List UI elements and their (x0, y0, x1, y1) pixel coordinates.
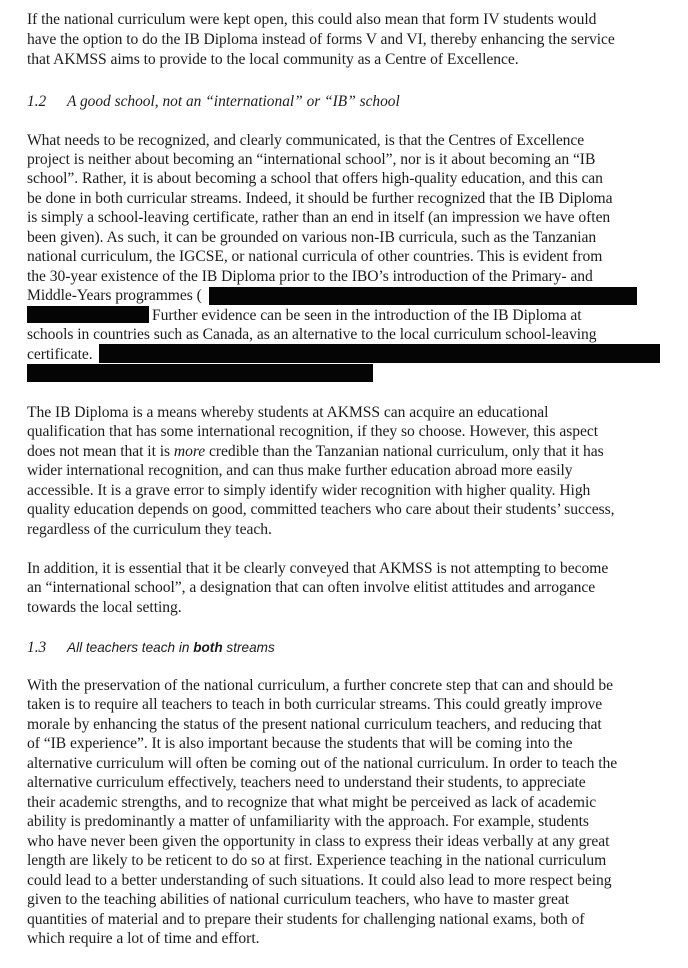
text-line: been given). As such, it can be grounded on various non-IB curricula, such as the Tanzanian (27, 229, 597, 246)
section-number: 1.2 (27, 93, 47, 110)
text-line: If the national curriculum were kept open, this could also mean that form IV students would (27, 11, 597, 28)
text-line: With the preservation of the national curriculum, a further concrete step that can and should be (27, 677, 614, 694)
text-line: is simply a school-leaving certificate, rather than an end in itself (an impression we have often (27, 209, 611, 226)
text-line: ability is predominantly a matter of unfamiliarity with the approach. For example, students (27, 813, 589, 830)
text-line: the 30-year existence of the IB Diploma prior to the IBO’s introduction of the Primary- and (27, 268, 593, 285)
text-line: project is neither about becoming an “international school”, nor is it about becoming an “IB (27, 151, 596, 168)
text-line: alternative curriculum effectively, teachers need to understand their students, to appreciate (27, 774, 586, 791)
text-line: schools in countries such as Canada, as an alternative to the local curriculum school-leaving (27, 326, 597, 343)
text-line: their academic strengths, and to recognize that what might be perceived as lack of academic (27, 794, 597, 811)
text-line: quality education depends on good, committed teachers who care about their students’ success, (27, 501, 615, 518)
section-title-bold: both (193, 640, 223, 655)
text-line: quantities of material and to prepare their students for challenging national exams, both of (27, 911, 585, 928)
text-line: The IB Diploma is a means whereby students at AKMSS can acquire an educational (27, 404, 549, 421)
text-line: morale by enhancing the status of the present national curriculum teachers, and reducing that (27, 716, 602, 733)
text-line: school”. Rather, it is about becoming a school that offers high-quality education, and this can (27, 170, 603, 187)
text-line: have the option to do the IB Diploma instead of forms V and VI, thereby enhancing the service (27, 31, 615, 48)
redaction-block (27, 306, 149, 323)
text-line: be done in both curricular streams. Indeed, it should be further recognized that the IB Diploma (27, 190, 613, 207)
text-line: Middle-Years programmes ( (27, 287, 202, 304)
text-line: an “international school”, a designation that can often involve elitist attitudes and arrogance (27, 579, 596, 596)
section-number: 1.3 (27, 639, 47, 656)
text-span: does not mean that it is (27, 443, 174, 460)
text-line: taken is to require all teachers to teach in both curricular streams. This could greatly improve (27, 696, 603, 713)
redaction-block (27, 364, 373, 382)
text-line: Further evidence can be seen in the introduction of the IB Diploma at (152, 307, 582, 324)
text-line: of “IB experience”. It is also important because the students that will be coming into the (27, 735, 573, 752)
section-title-after: streams (222, 640, 275, 655)
text-line: regardless of the curriculum they teach. (27, 521, 272, 538)
text-line: certificate. (27, 346, 93, 363)
text-line: national curriculum, the IGCSE, or national curricula of other countries. This is evident from (27, 248, 603, 265)
text-line: length are likely to be reticent to do so at first. Experience teaching in the national curriculum (27, 852, 607, 869)
text-line: wider international recognition, and can thus make further education abroad more easily (27, 462, 573, 479)
section-heading-1-3 (27, 638, 275, 657)
section-title: A good school, not an “international” or “IB” school (67, 93, 400, 110)
text-line: which require a lot of time and effort. (27, 930, 260, 947)
text-line: towards the local setting. (27, 599, 182, 616)
text-line: alternative curriculum will often be coming out of the national curriculum. In order to teach the (27, 755, 618, 772)
section-heading-1-2 (27, 92, 400, 111)
text-line: given to the teaching abilities of national curriculum teachers, who have to master great (27, 891, 570, 908)
text-line: could lead to a better understanding of such situations. It could also lead to more respect being (27, 872, 612, 889)
section-title-before: All teachers teach in (67, 640, 194, 655)
text-line: that AKMSS aims to provide to the local community as a Centre of Excellence. (27, 51, 519, 68)
text-span: credible than the Tanzanian national curriculum, only that it has (205, 443, 604, 460)
redaction-block (99, 344, 660, 363)
text-line: In addition, it is essential that it be clearly conveyed that AKMSS is not attempting to become (27, 560, 609, 577)
text-line (27, 442, 604, 461)
text-line: What needs to be recognized, and clearly communicated, is that the Centres of Excellence (27, 132, 585, 149)
redaction-block (209, 287, 637, 305)
text-line: who have never been given the opportunity in class to express their ideas verbally at any great (27, 833, 610, 850)
emphasis-more: more (173, 443, 206, 460)
text-line: qualification that has some international recognition, if they so choose. However, this aspect (27, 423, 599, 440)
text-line: accessible. It is a grave error to simply identify wider recognition with higher quality. High (27, 482, 591, 499)
